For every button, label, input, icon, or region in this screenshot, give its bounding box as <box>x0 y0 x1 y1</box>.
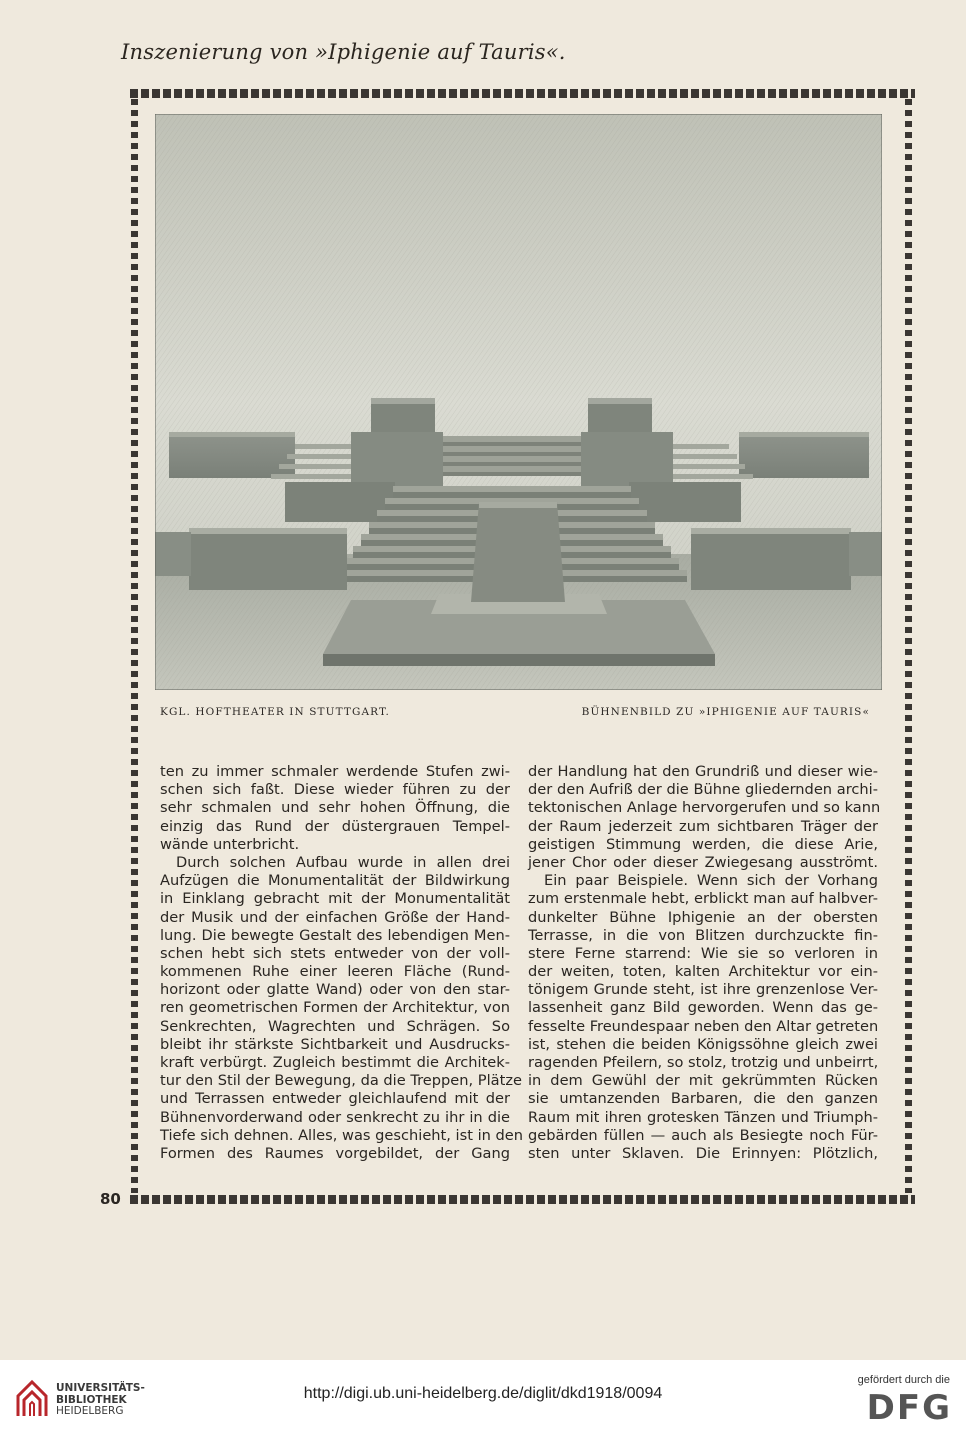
text-line: Senkrechten, Wagrechten und Schrägen. So <box>160 1017 510 1035</box>
text-line: dunkelter Bühne Iphigenie an der obersten <box>528 908 878 926</box>
text-line: Durch solchen Aufbau wurde in allen drei <box>176 853 510 871</box>
text-line: Raum mit ihren grotesken Tänzen und Triumph- <box>528 1108 878 1126</box>
text-line: ragenden Pfeilern, so stolz, trotzig und unbeirrt, <box>528 1054 879 1071</box>
text-line: Aufzügen die Monumentalität der Bildwirkung <box>160 872 510 890</box>
library-name-line: HEIDELBERG <box>56 1405 124 1417</box>
text-column-left <box>160 763 523 1163</box>
library-name-line: UNIVERSITÄTS- <box>56 1382 145 1394</box>
text-line: kommenen Ruhe einer leeren Fläche (Rund- <box>160 963 510 981</box>
text-line: ren geometrischen Formen der Architektur, von <box>160 999 510 1017</box>
text-line: sten unter Sklaven. Die Erinnyen: Plötzlich, <box>528 1144 878 1162</box>
text-line: bleibt ihr stärkste Sichtbarkeit und Ausdrucks- <box>160 1035 510 1053</box>
text-line: in Einklang gebracht mit der Monumentalität <box>160 890 510 908</box>
library-name-line: BIBLIOTHEK <box>56 1393 127 1406</box>
frame-top-border <box>130 89 915 98</box>
text-line: der weiten, toten, kalten Architektur vor ein- <box>528 963 878 981</box>
text-line: Terrasse, in die von Blitzen durchzuckte fin- <box>528 926 878 944</box>
text-line: geistigen Stimmung werden, die diese Arie, <box>528 835 878 853</box>
text-line: Bühnenvorderwand oder senkrecht zu ihr in die <box>160 1108 510 1126</box>
text-line: Ein paar Beispiele. Wenn sich der Vorhang <box>544 872 878 890</box>
text-line: jener Chor oder dieser Zwiegesang ausströmt. <box>528 853 878 871</box>
funding-note: gefördert durch die <box>857 1374 950 1386</box>
text-line: ten zu immer schmaler werdende Stufen zwi- <box>160 763 510 780</box>
text-line: sehr schmalen und sehr hohen Öffnung, die <box>160 799 510 817</box>
text-line: und Terrassen entweder gleichlaufend mit der <box>160 1090 510 1108</box>
dfg-logo[interactable]: DFG <box>866 1388 952 1428</box>
text-line: Tiefe sich dehnen. Alles, was geschieht, ist in den <box>160 1126 523 1144</box>
stage-design-illustration <box>155 114 882 690</box>
text-line: stere Ferne starrend: Wie sie so verloren in <box>528 944 878 962</box>
text-column-right <box>528 763 881 1163</box>
text-line: lassenheit ganz Bild geworden. Wenn das ge- <box>528 999 878 1017</box>
running-head: Inszenierung von »Iphigenie auf Tauris«. <box>121 40 566 64</box>
text-line: der Musik und der einfachen Größe der Hand- <box>160 908 510 926</box>
plate-caption-right: BÜHNENBILD ZU »IPHIGENIE AUF TAURIS« <box>581 706 870 718</box>
text-line: tur den Stil der Bewegung, da die Treppen, Plätze <box>160 1072 522 1090</box>
text-line: wände unterbricht. <box>160 835 300 853</box>
text-line: Formen des Raumes vorgebildet, der Gang <box>160 1144 510 1162</box>
permalink-url[interactable]: http://digi.ub.uni-heidelberg.de/diglit/dkd1918/0094 <box>303 1385 663 1402</box>
text-line: der den Aufriß der die Bühne gliedernden archi- <box>528 781 878 799</box>
text-line: der Raum jederzeit zum sichtbaren Träger der <box>528 817 878 835</box>
text-line: zum erstenmale hebt, erblickt man auf halbver- <box>528 890 878 908</box>
text-line: tektonischen Anlage hervorgerufen und so kann <box>528 799 881 817</box>
text-line: kraft verbürgt. Zugleich bestimmt die Architek- <box>160 1054 510 1071</box>
text-line: gebärden füllen — auch als Besiegte noch Für- <box>528 1126 878 1144</box>
text-line: sie umtanzenden Barbaren, die den ganzen <box>528 1090 878 1108</box>
text-line: horizont oder glatte Wand) oder von den star- <box>160 981 510 999</box>
text-line: ist, stehen die beiden Königssöhne gleich zwei <box>528 1035 878 1053</box>
text-line: schen hebt sich stets entweder von der voll- <box>160 944 510 962</box>
text-line: lung. Die bewegte Gestalt des lebendigen Men- <box>160 926 510 944</box>
page-number: 80 <box>100 1190 121 1208</box>
text-line: tönigem Grunde steht, ist ihre grenzenlose Ver- <box>528 981 878 999</box>
text-line: fesselte Freundespaar neben den Altar getreten <box>528 1017 879 1035</box>
text-line: schen sich faßt. Diese wieder führen zu der <box>160 781 510 799</box>
text-line: einzig das Rund der düstergrauen Tempel- <box>160 817 510 835</box>
text-line: der Handlung hat den Grundriß und dieser wie- <box>528 763 878 780</box>
frame-left-border <box>131 99 138 1193</box>
frame-bottom-border <box>130 1195 915 1204</box>
text-line: in dem Gewühl der mit gekrümmten Rücken <box>528 1072 878 1090</box>
plate-caption-left: KGL. HOFTHEATER IN STUTTGART. <box>160 706 390 718</box>
frame-right-border <box>905 99 912 1193</box>
